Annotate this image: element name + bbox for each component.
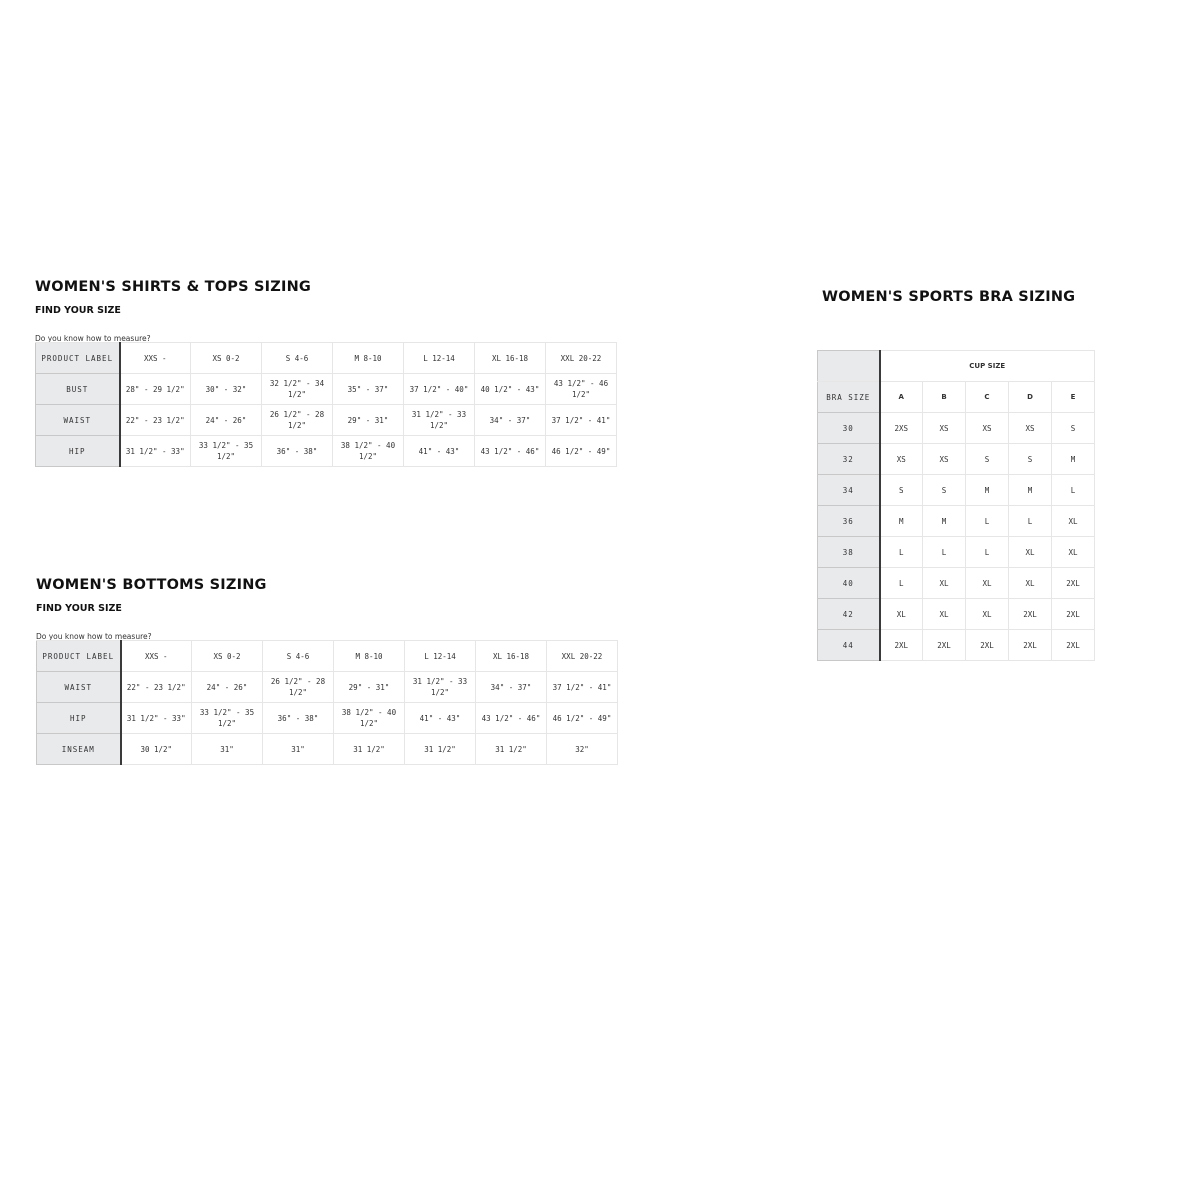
table-cell: M [1009, 475, 1052, 506]
band-label: 30 [818, 413, 880, 444]
table-cell: L [966, 537, 1009, 568]
table-cell: 30" - 32" [191, 374, 262, 405]
table-cell: 31 1/2" - 33" [120, 436, 191, 467]
row-label: WAIST [37, 672, 121, 703]
size-header: XL 16-18 [475, 343, 546, 374]
table-cell: 31 1/2" [405, 734, 476, 765]
table-row [818, 475, 1095, 506]
size-header: XS 0-2 [191, 343, 262, 374]
table-cell: XL [923, 568, 966, 599]
cup-header: E [1052, 382, 1095, 413]
table-cell: L [1052, 475, 1095, 506]
table-cell: 31" [263, 734, 334, 765]
band-label: 34 [818, 475, 880, 506]
table-row [818, 413, 1095, 444]
table-cell: 24" - 26" [191, 405, 262, 436]
table-cell: 36" - 38" [263, 703, 334, 734]
table-cell: L [880, 568, 923, 599]
table-cell: 46 1/2" - 49" [547, 703, 618, 734]
table-cell: 37 1/2" - 41" [547, 672, 618, 703]
bottoms-find-your-size: FIND YOUR SIZE [36, 603, 122, 614]
table-row [818, 506, 1095, 537]
size-header: XS 0-2 [192, 641, 263, 672]
bra-sizing-section [822, 289, 1075, 305]
table-cell: 31 1/2" [334, 734, 405, 765]
table-header-row [818, 382, 1095, 413]
table-cell: 31 1/2" - 33 1/2" [405, 672, 476, 703]
bottoms-sizing-section [36, 577, 267, 593]
cup-header: A [880, 382, 923, 413]
table-row [36, 436, 617, 467]
bra-size-header: BRA SIZE [818, 382, 880, 413]
table-cell: 22" - 23 1/2" [121, 672, 192, 703]
shirts-title: WOMEN'S SHIRTS & TOPS SIZING [35, 279, 312, 295]
table-row [36, 374, 617, 405]
table-cell: 24" - 26" [192, 672, 263, 703]
table-cell: 31 1/2" - 33 1/2" [404, 405, 475, 436]
table-cell: 32" [547, 734, 618, 765]
table-cell: 38 1/2" - 40 1/2" [334, 703, 405, 734]
table-cell: XS [923, 413, 966, 444]
shirts-find-your-size: FIND YOUR SIZE [35, 305, 121, 316]
table-cell: 2XL [1052, 599, 1095, 630]
band-label: 42 [818, 599, 880, 630]
table-cell: S [1009, 444, 1052, 475]
size-header: M 8-10 [334, 641, 405, 672]
table-cell: 31" [192, 734, 263, 765]
table-cell: 33 1/2" - 35 1/2" [192, 703, 263, 734]
table-cell: M [880, 506, 923, 537]
table-header-row [37, 641, 618, 672]
band-label: 38 [818, 537, 880, 568]
table-cell: S [966, 444, 1009, 475]
table-cell: 40 1/2" - 43" [475, 374, 546, 405]
table-cell: 29" - 31" [334, 672, 405, 703]
table-cell: 26 1/2" - 28 1/2" [262, 405, 333, 436]
table-cell: S [1052, 413, 1095, 444]
table-cell: 28" - 29 1/2" [120, 374, 191, 405]
table-cell: 37 1/2" - 40" [404, 374, 475, 405]
table-cell: L [880, 537, 923, 568]
cup-header: C [966, 382, 1009, 413]
table-cell: 31 1/2" - 33" [121, 703, 192, 734]
table-cell: 33 1/2" - 35 1/2" [191, 436, 262, 467]
bra-size-table [817, 350, 1095, 661]
table-cell: S [923, 475, 966, 506]
table-cell: 2XL [1009, 599, 1052, 630]
table-cell: 26 1/2" - 28 1/2" [263, 672, 334, 703]
table-cell: 2XL [923, 630, 966, 661]
row-label: INSEAM [37, 734, 121, 765]
table-row [37, 734, 618, 765]
table-cell: XL [966, 599, 1009, 630]
size-header: L 12-14 [405, 641, 476, 672]
table-row [36, 405, 617, 436]
table-cell: 31 1/2" [476, 734, 547, 765]
table-cell: XL [880, 599, 923, 630]
table-cell: 35" - 37" [333, 374, 404, 405]
shirts-size-table [35, 342, 617, 467]
band-label: 40 [818, 568, 880, 599]
size-header: XXS - [121, 641, 192, 672]
table-cell: M [1052, 444, 1095, 475]
bottoms-title: WOMEN'S BOTTOMS SIZING [36, 577, 267, 593]
table-cell: 2XL [1052, 568, 1095, 599]
band-label: 36 [818, 506, 880, 537]
table-cell: XS [966, 413, 1009, 444]
table-cell: 46 1/2" - 49" [546, 436, 617, 467]
row-label: BUST [36, 374, 120, 405]
row-label: WAIST [36, 405, 120, 436]
product-label-header: PRODUCT LABEL [36, 343, 120, 374]
table-cell: M [923, 506, 966, 537]
bottoms-measure-link[interactable]: Do you know how to measure? [36, 632, 152, 641]
cup-header: D [1009, 382, 1052, 413]
table-cell: 41" - 43" [405, 703, 476, 734]
row-label: HIP [36, 436, 120, 467]
table-cell: L [966, 506, 1009, 537]
table-cell: L [1009, 506, 1052, 537]
table-cell: 43 1/2" - 46" [476, 703, 547, 734]
shirts-sizing-section [35, 279, 311, 295]
cup-header: B [923, 382, 966, 413]
size-header: S 4-6 [263, 641, 334, 672]
table-cell: 36" - 38" [262, 436, 333, 467]
table-row [37, 672, 618, 703]
band-label: 32 [818, 444, 880, 475]
table-cell: 34" - 37" [475, 405, 546, 436]
table-cell: 37 1/2" - 41" [546, 405, 617, 436]
table-row [818, 630, 1095, 661]
table-cell: 34" - 37" [476, 672, 547, 703]
table-cell: 2XS [880, 413, 923, 444]
table-cell: XL [1009, 537, 1052, 568]
table-cell: 2XL [880, 630, 923, 661]
bottoms-size-table [36, 640, 618, 765]
table-cell: 2XL [1009, 630, 1052, 661]
table-header-row [36, 343, 617, 374]
table-row [818, 568, 1095, 599]
table-cell: XS [923, 444, 966, 475]
table-cell: 30 1/2" [121, 734, 192, 765]
table-cell: XS [880, 444, 923, 475]
row-label: HIP [37, 703, 121, 734]
size-header: XXL 20-22 [547, 641, 618, 672]
table-header-row [818, 351, 1095, 382]
table-cell: 32 1/2" - 34 1/2" [262, 374, 333, 405]
table-cell: XL [1052, 537, 1095, 568]
size-header: XXL 20-22 [546, 343, 617, 374]
table-cell: XL [923, 599, 966, 630]
size-header: XL 16-18 [476, 641, 547, 672]
size-header: XXS - [120, 343, 191, 374]
size-header: L 12-14 [404, 343, 475, 374]
table-row [818, 599, 1095, 630]
table-cell: 2XL [1052, 630, 1095, 661]
table-row [818, 537, 1095, 568]
table-cell: 2XL [966, 630, 1009, 661]
table-row [818, 444, 1095, 475]
table-cell: S [880, 475, 923, 506]
table-cell: 22" - 23 1/2" [120, 405, 191, 436]
product-label-header: PRODUCT LABEL [37, 641, 121, 672]
size-header: S 4-6 [262, 343, 333, 374]
table-cell: XL [966, 568, 1009, 599]
shirts-measure-link[interactable]: Do you know how to measure? [35, 334, 151, 343]
table-cell: XL [1009, 568, 1052, 599]
size-header: M 8-10 [333, 343, 404, 374]
table-cell: 41" - 43" [404, 436, 475, 467]
table-cell: 38 1/2" - 40 1/2" [333, 436, 404, 467]
bra-title: WOMEN'S SPORTS BRA SIZING [822, 289, 1076, 305]
table-row [37, 703, 618, 734]
table-cell: 43 1/2" - 46" [475, 436, 546, 467]
band-label: 44 [818, 630, 880, 661]
table-cell: XS [1009, 413, 1052, 444]
table-cell: L [923, 537, 966, 568]
table-cell: 29" - 31" [333, 405, 404, 436]
table-cell: 43 1/2" - 46 1/2" [546, 374, 617, 405]
corner-cell [818, 351, 880, 382]
table-cell: M [966, 475, 1009, 506]
cup-size-header: CUP SIZE [880, 351, 1095, 382]
table-cell: XL [1052, 506, 1095, 537]
